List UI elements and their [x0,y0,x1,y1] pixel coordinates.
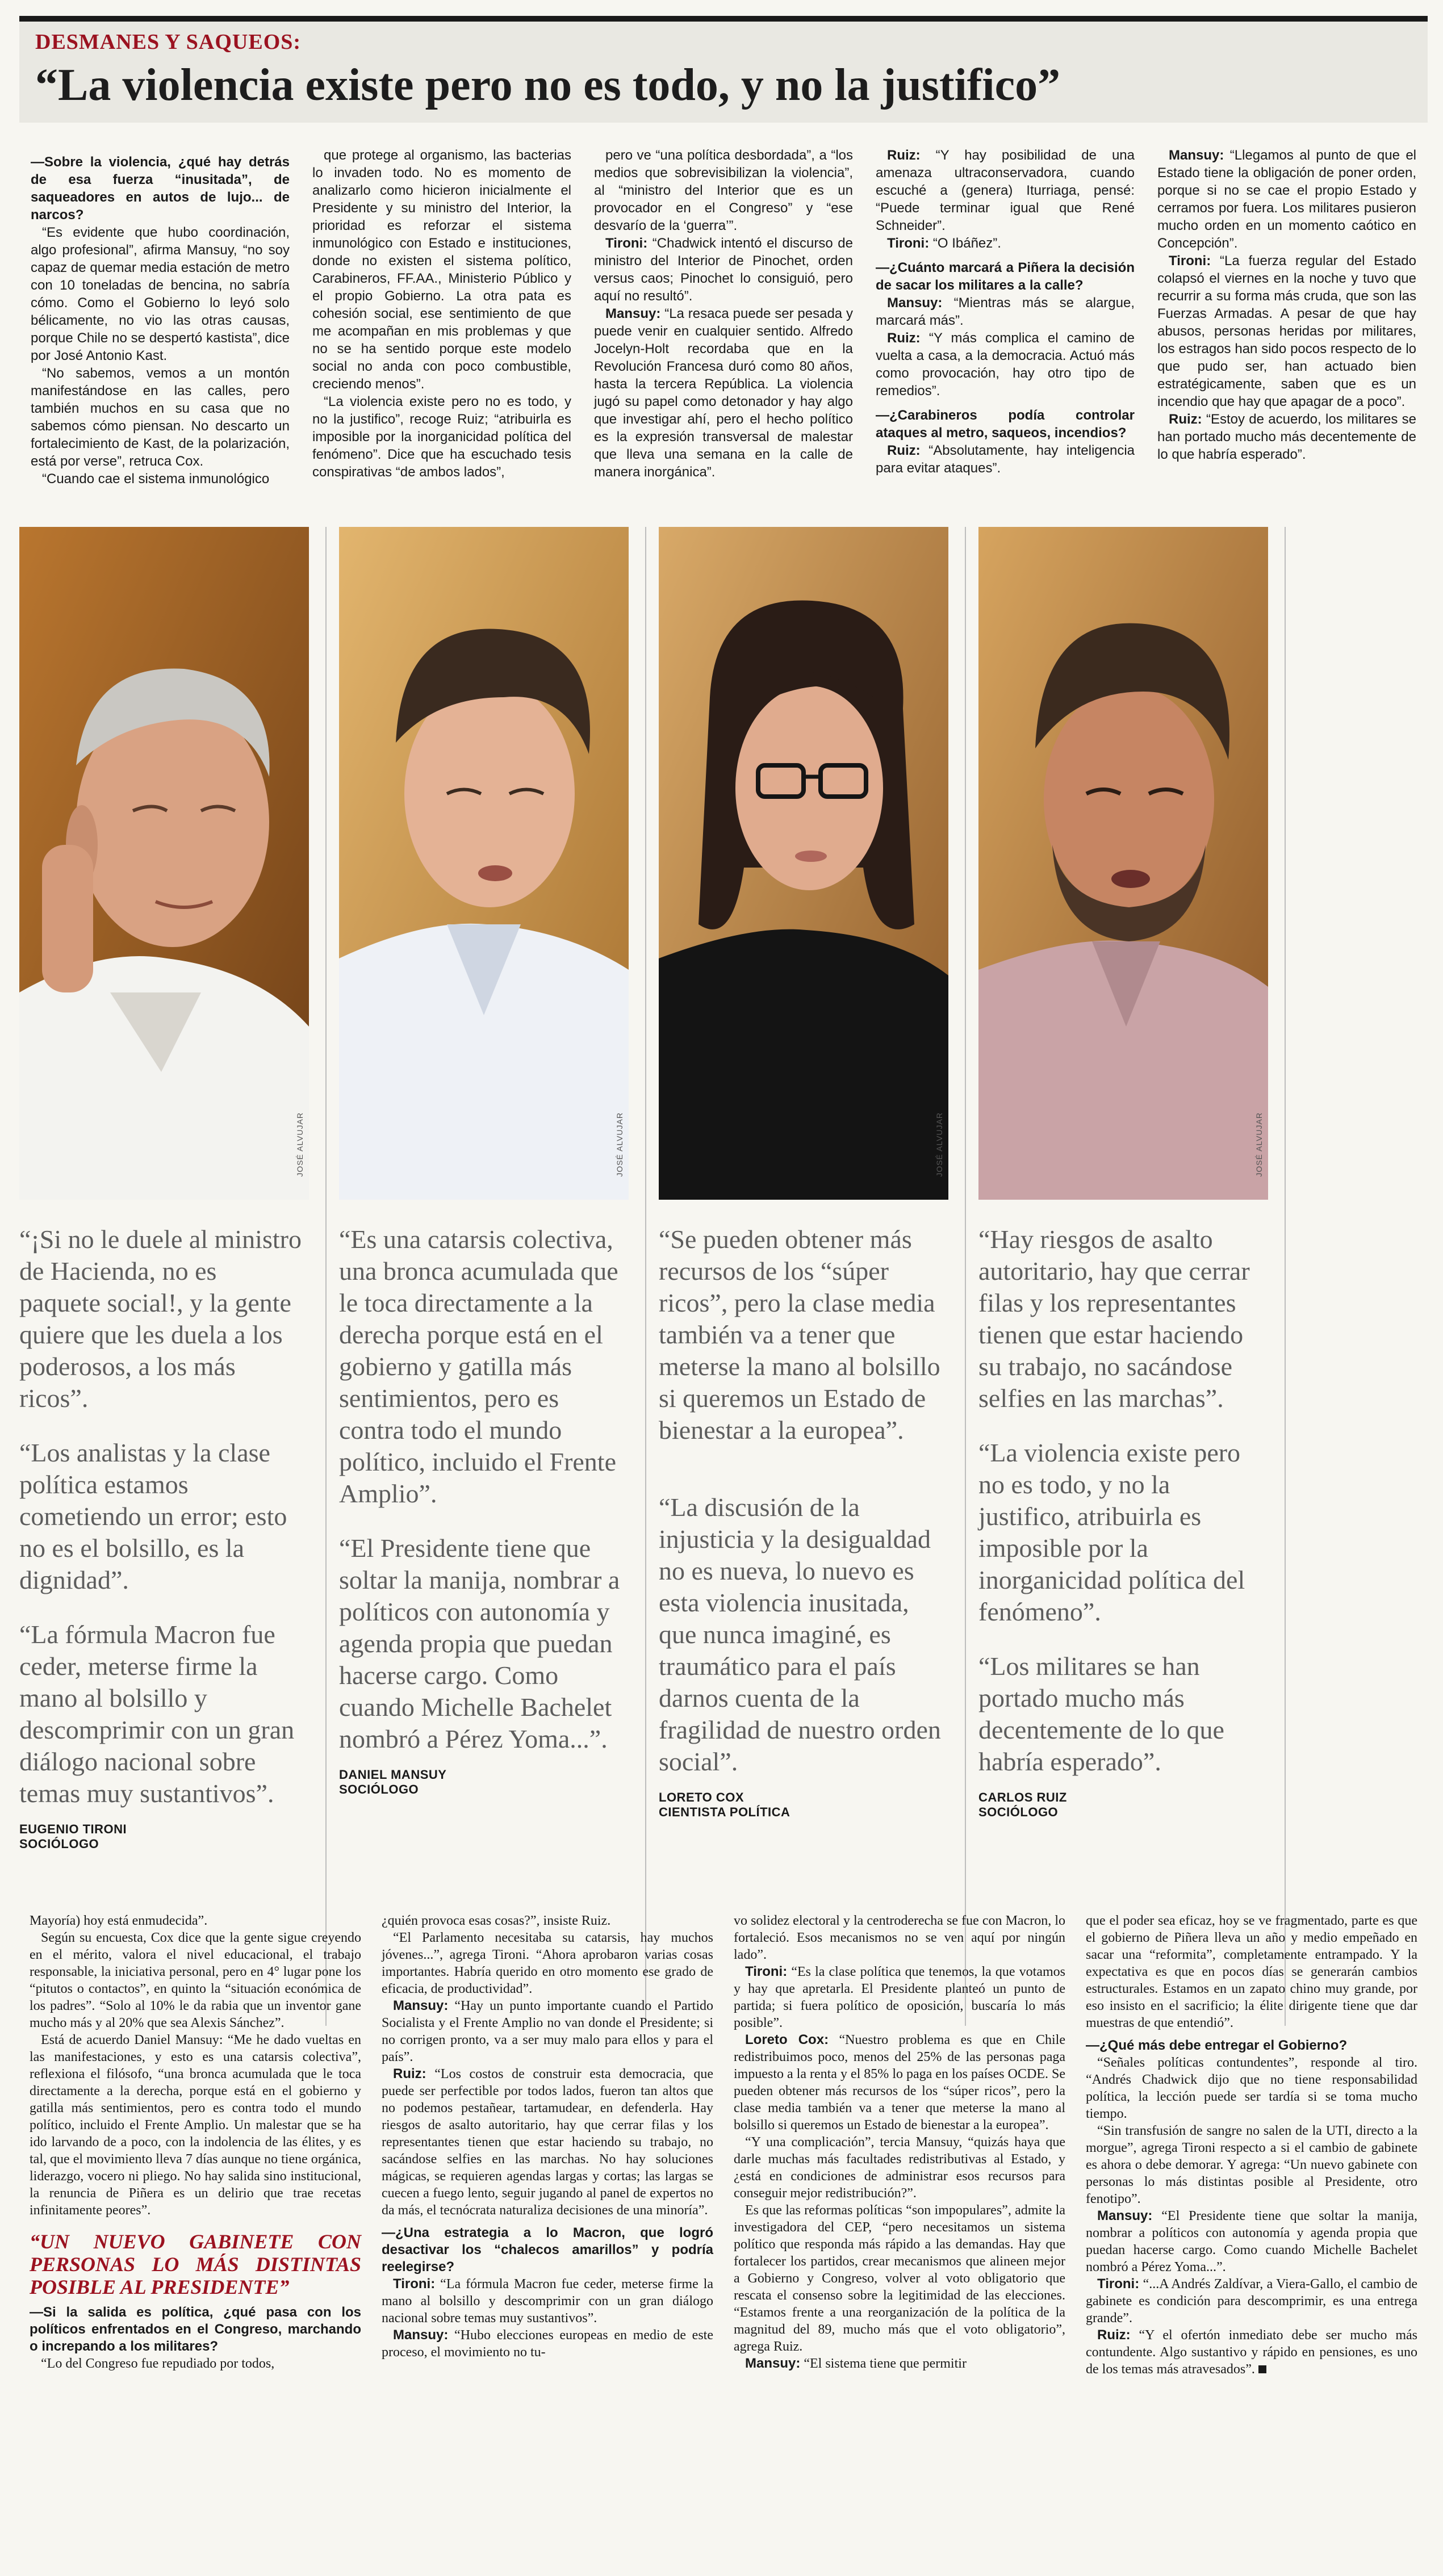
paragraph: vo solidez electoral y la centroderecha se fue con Macron, lo fortaleció. Esos mecanismos no se ven aquí por ningún lado”. [734,1913,1065,1962]
question-paragraph: —Sobre la violencia, ¿qué hay detrás de esa fuerza “inusitada”, de saqueadores en autos de lujo... de narcos? [31,154,290,223]
pull-quote: “Se pueden obtener más recursos de los “súper ricos”, pero la clase media también va a tener que meterse la mano al bolsillo si queremos un Estado de bienestar a la europea”. [659,1225,940,1444]
intro-column-4 [864,146,1146,499]
paragraph: “Cuando cae el sistema inmunológico [42,471,270,487]
top-rule [19,16,1428,22]
paragraph: Mansuy: “La resaca puede ser pesada y puede venir en cualquier sentido. Alfredo Jocelyn-Holt recordaba que en la Revolución Francesa duró como 80 años, hasta la tercera República. La violencia jugó su papel como detonador y hay algo que investigar ahí, pero el hecho político es la expresión transversal de malestar que lleva una semana en la calle de manera inorgánica”. [594,306,853,480]
paragraph: Ruiz: “Estoy de acuerdo, los militares se han portado mucho más decentemente de lo que habría esperado”. [1157,412,1416,462]
pull-quote: “La discusión de la injusticia y la desigualdad no es nueva, lo nuevo es esta violencia inusitada, que nunca imaginé, es traumático para el país darnos cuenta de la fragilidad de nuestro orden social”. [659,1493,941,1776]
question-paragraph: —¿Qué más debe entregar el Gobierno? [1086,2038,1348,2053]
paragraph: “No sabemos, vemos a un montón manifestándose en las calles, pero también muchos en su casa que no sabemos cómo piensan. No descarto un fortalecimiento de Kast, de la polarización, está por verse”, retruca Cox. [31,366,290,469]
paragraph: ¿quién provoca esas cosas?”, insiste Ruiz. [382,1913,611,1928]
person-caption [19,1822,309,1852]
body-column-4 [1076,1912,1428,2560]
person-name: DANIEL MANSUY [339,1767,447,1782]
headline: “La violencia existe pero no es todo, y no la justifico” [35,60,1061,110]
intro-column-1 [19,146,301,499]
person-role: CIENTISTA POLÍTICA [659,1805,790,1819]
intro-column-2 [301,146,583,499]
paragraph: Tironi: “La fórmula Macron fue ceder, meterse firme la mano al bolsillo y descomprimir con un gran diálogo nacional sobre temas muy sustantivos”. [382,2276,713,2326]
person-name: EUGENIO TIRONI [19,1822,127,1836]
pull-quote: “Los analistas y la clase política estamos cometiendo un error; esto no es el bolsillo, es la dignidad”. [19,1438,287,1594]
pull-quote: “La fórmula Macron fue ceder, meterse firme la mano al bolsillo y descomprimir con un gran diálogo nacional sobre temas muy sustantivos”. [19,1620,295,1808]
paragraph: Tironi: “La fuerza regular del Estado colapsó el viernes en la noche y tuvo que recurrir a su forma más cruda, que son las Fuerzas Armadas. A pesar de que hay abusos, personas heridas por militares, los estragos han sido pocos respecto de lo que pudo ser, han actuado bien estratégicamente, saben que es un incendio que hay que apagar de a poco”. [1157,253,1416,409]
paragraph: Ruiz: “Y hay posibilidad de una amenaza ultraconservadora, cuando escuché a (genera) Iturriaga, pensé: “Puede terminar igual que René Schneider”. [876,148,1135,233]
pull-quote: “La violencia existe pero no es todo, y no la justifico, atribuirla es imposible por la inorganicidad política del fenómeno”. [978,1438,1245,1626]
person-role: SOCIÓLOGO [978,1805,1059,1819]
paragraph: Mansuy: “El Presidente tiene que soltar la manija, nombrar a políticos con autonomía y agenda propia que puedan hacerse cargo. Como cuando Michelle Bachelet nombró a Pérez Yoma...”. [1086,2208,1417,2275]
portrait-tironi [19,527,309,1884]
body-columns [19,1912,1428,2560]
paragraph: pero ve “una política desbordada”, a “los medios que sobrevisibilizan la violencia”, al “ministro del Interior que es un provocador en el Congreso” y “ese desvarío de la ‘guerra’”. [594,148,853,233]
paragraph: Ruiz: “Y el ofertón inmediato debe ser mucho más contundente. Algo sustantivo y rápido en pensiones, es uno de los temas más atravesados”. [1086,2327,1417,2377]
photo-credit: JOSÉ ALVUJAR [295,1112,304,1177]
person-name: LORETO COX [659,1790,744,1804]
question-paragraph: —¿Carabineros podía controlar ataques al metro, saqueos, incendios? [876,408,1135,441]
paragraph: Es que las reformas políticas “son impopulares”, admite la investigadora del CEP, “pero necesitamos un sistema político que responda más rápido a las demandas. Hay que fortalecer los partidos, crear mecanismos que alineen mejor a Gobierno y Congreso, volver al voto obligatorio que rescata el consenso sobre la legitimidad de las elecciones. “Estamos frente a una reorganización de la política de la magnitud del 89, mucho más que el voto obligatorio”, agrega Ruiz. [734,2203,1065,2354]
paragraph: Según su encuesta, Cox dice que la gente sigue creyendo en el mérito, valora el nivel educacional, el trabajo responsable, la iniciativa personal, pero en 4° lugar pone los “pitutos o contactos”, en quinto la “situación económica de los padres”. “Solo al 10% le da rabia que un inventor gane mucho más y al 20% que sea Alexis Sánchez”. [30,1930,361,2030]
person-caption [978,1790,1268,1820]
paragraph: “La violencia existe pero no es todo, y no la justifico”, recoge Ruiz; “atribuirla es imposible por la inorganicidad política del fenómeno”. Dice que ha escuchado tesis conspirativas “de ambos lados”, [312,394,571,480]
pull-quote: “Los militares se han portado mucho más decentemente de lo que habría esperado”. [978,1652,1224,1776]
bearded-man-photo [978,527,1268,1200]
paragraph: Tironi: “...A Andrés Zaldívar, a Viera-Gallo, el cambio de gabinete es condición para descomprimir, es una entrega grande”. [1086,2276,1417,2326]
paragraph: Está de acuerdo Daniel Mansuy: “Me he dado vueltas en las manifestaciones, y esto es una catarsis colectiva”, reflexiona el filósofo, “una bronca acumulada que le toca directamente a la derecha, porque está en el gobierno y gatilla más sentimientos, pero es contra todo el mundo político, incluido el Frente Amplio. Un malestar que se ha ido larvando de a poco, con la indolencia de las élites, y es tal, que el movimiento lleva 7 días aunque no tiene orgánica, liderazgo, vocero ni pliego. No hay salida sino institucional, la renuncia de Piñera es un delirio que trae recetas infinitamente peores”. [30,2033,361,2218]
person-name: CARLOS RUIZ [978,1790,1067,1804]
portrait-photo [19,527,309,1200]
portrait-photo [978,527,1268,1200]
intro-column-3 [583,146,864,499]
paragraph: que el poder sea eficaz, hoy se ve fragmentado, parte es que el gobierno de Piñera lleva un año y medio empeñado en sacar una “reformita”, completamente entrampado. Y la expectativa es que en pocos días se generarán cambios estructurales. Estamos en un zapato chino muy grande, por eso insisto en el sacrificio; la élite dirigente tiene que dar muestras de que entendió”. [1086,1913,1417,2030]
question-paragraph: —Si la salida es política, ¿qué pasa con los políticos enfrentados en el Congreso, marchando o increpando a los militares? [30,2305,361,2354]
paragraph: “Señales políticas contundentes”, responde al tiro. “Andrés Chadwick dijo que no tiene responsabilidad política, la lección puede ser tardía si se toma mucho tiempo. [1086,2055,1417,2121]
portrait-photo [339,527,629,1200]
body-column-2 [371,1912,723,2560]
photo-credit: JOSÉ ALVUJAR [615,1112,624,1177]
paragraph: “Es evidente que hubo coordinación, algo profesional”, afirma Mansuy, “no soy capaz de quemar media estación de metro con 10 toneladas de bencina, no sabría cómo. Como el Gobierno lo leyó solo bélicamente, no vio las otras causas, porque Chile no se despertó kastista”, dice por José Antonio Kast. [31,225,290,363]
portrait-row [19,527,1428,1884]
photo-credit: JOSÉ ALVUJAR [935,1112,944,1177]
pull-quote: “Hay riesgos de asalto autoritario, hay que cerrar filas y los representantes tienen que estar haciendo su trabajo, no sacándose selfies en las marchas”. [978,1225,1250,1413]
paragraph: Mansuy: “El sistema tiene que permitir [745,2356,967,2371]
paragraph: “Lo del Congreso fue repudiado por todos, [41,2356,275,2371]
photo-credit: JOSÉ ALVUJAR [1254,1112,1264,1177]
paragraph: Mansuy: “Llegamos al punto de que el Estado tiene la obligación de poner orden, porque si no se cae el propio Estado y cerramos por fuera. Los militares pusieron mucho orden en un momento caótico en Concepción”. [1157,148,1416,251]
intro-columns [19,146,1428,499]
question-paragraph: —¿Cuánto marcará a Piñera la decisión de sacar los militares a la calle? [876,260,1135,293]
paragraph: Ruiz: “Absolutamente, hay inteligencia para evitar ataques”. [876,443,1135,476]
young-man-photo [339,527,629,1200]
body-column-3 [723,1912,1076,2560]
paragraph: Tironi: “O Ibáñez”. [887,236,1001,251]
pull-quote: “¡Si no le duele al ministro de Hacienda, no es paquete social!, y la gente quiere que les duela a los poderosos, a los más ricos”. [19,1225,302,1413]
paragraph: Mansuy: “Mientras más se alargue, marcará más”. [876,295,1135,328]
woman-glasses-photo [659,527,948,1200]
portrait-ruiz [978,527,1268,1884]
portrait-photo [659,527,948,1200]
paragraph: Ruiz: “Y más complica el camino de vuelta a casa, a la democracia. Actuó más como provocación, hay otro tipo de remedios”. [876,330,1135,399]
person-role: SOCIÓLOGO [339,1782,419,1796]
person-caption [339,1767,629,1797]
end-mark-icon [1258,2365,1266,2373]
person-role: SOCIÓLOGO [19,1837,99,1851]
paragraph: Ruiz: “Los costos de construir esta democracia, que puede ser perfectible por todos lados, fueron tan altos que no podemos pestañear, tartamudear, en defenderla. Hay riesgos de asalto autoritario, hay que cerrar filas y los representantes tienen que estar haciendo su trabajo, no sacándose selfies en las marchas. No hay soluciones mágicas, se requieren agendas largas y cortas; las largas se cuecen a fuego lento, seguir jugando al panel de expertos no da más, el tecnócrata naturaliza decisiones de una minoría”. [382,2066,713,2218]
paragraph: que protege al organismo, las bacterias lo invaden todo. No es momento de analizarlo como hicieron inicialmente el Presidente y su ministro del Interior, la prioridad es reforzar el sistema inmunológico con Estado e instituciones, donde no existen el sistema político, Carabineros, FF.AA., Ministerio Público y el propio Gobierno. La otra pata es cohesión social, ese sentimiento de que me acompañan en mis problemas y que no se ha sentido porque este modelo social no anda con poco combustible, creciendo menos”. [312,148,571,392]
paragraph: Tironi: “Chadwick intentó el discurso de ministro del Interior de Pinochet, orden versus caos; Pinochet lo consiguió, pero aquí no resultó”. [594,236,853,304]
pull-quote: “El Presidente tiene que soltar la manija, nombrar a políticos con autonomía y agenda propia que puedan hacerse cargo. Como cuando Michelle Bachelet nombró a Pérez Yoma...”. [339,1534,620,1753]
paragraph: Loreto Cox: “Nuestro problema es que en Chile redistribuimos poco, menos del 25% de las personas paga impuesto a la renta y el 85% lo paga en los países OCDE. Se pueden obtener más recursos de los “súper ricos”, pero la clase media también va a tener que meterse la mano al bolsillo si queremos un Estado de bienestar a la europea”. [734,2032,1065,2133]
body-column-1 [19,1912,371,2560]
person-caption [659,1790,948,1820]
paragraph: “Sin transfusión de sangre no salen de la UTI, directo a la morgue”, agrega Tironi respecto a si el cambio de gabinete es ahora o debe demorar. Y agrega: “Un nuevo gabinete con personas lo más distintas posible al Presidente, otro fenotipo”. [1086,2123,1417,2206]
portrait-mansuy [339,527,629,1884]
man-gray-hair-photo [19,527,309,1200]
paragraph: “El Parlamento necesitaba su catarsis, hay muchos jóvenes...”, agrega Tironi. “Ahora aprobaron varias cosas importantes. Habría querido en otro momento ese grado de eficacia, de productividad”. [382,1930,713,1996]
paragraph: “Y una complicación”, tercia Mansuy, “quizás haya que darle muchas más facultades redistributivas al Estado, y ¿está en condiciones de administrar esos recursos para conseguir mejor redistribución?”. [734,2135,1065,2201]
pull-quote: “Es una catarsis colectiva, una bronca acumulada que le toca directamente a la derecha porque está en el gobierno y gatilla más sentimientos, pero es contra todo el mundo político, incluido el Frente Amplio”. [339,1225,618,1508]
paragraph: Mayoría) hoy está enmudecida”. [30,1913,208,1928]
intro-column-5 [1146,146,1428,499]
paragraph: Mansuy: “Hubo elecciones europeas en medio de este proceso, el movimiento no tu- [382,2327,713,2360]
paragraph: Tironi: “Es la clase política que tenemos, la que votamos y hay que apretarla. El Presidente planteó un punto de partida; si fuera político de oposición, buscaría lo más posible”. [734,1964,1065,2030]
subheading: “UN NUEVO GABINETE CON PERSONAS LO MÁS DISTINTAS POSIBLE AL PRESIDENTE” [30,2230,361,2298]
paragraph: Mansuy: “Hay un punto importante cuando el Partido Socialista y el Frente Amplio no van donde el Presidente; si no corrigen pronto, va a ser muy malo para ellos y para el país”. [382,1998,713,2064]
kicker: DESMANES Y SAQUEOS: [35,30,302,54]
question-paragraph: —¿Una estrategia a lo Macron, que logró desactivar los “chalecos amarillos” y podría reelegirse? [382,2225,713,2275]
portrait-cox [659,527,948,1884]
